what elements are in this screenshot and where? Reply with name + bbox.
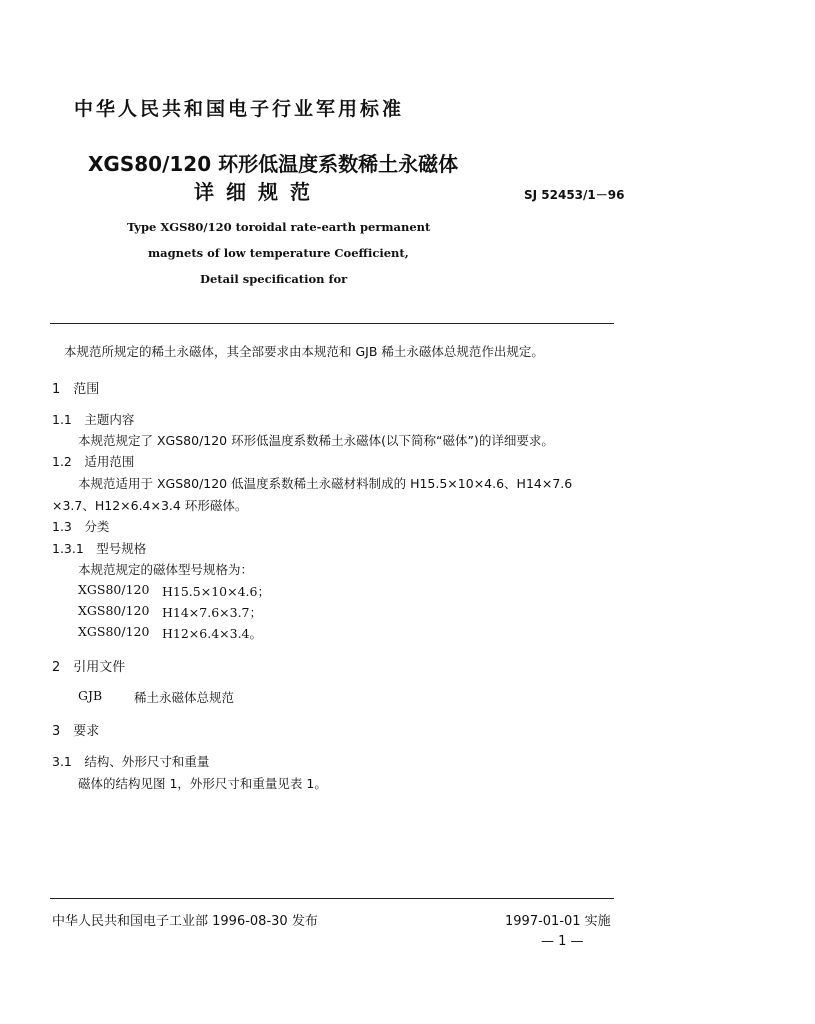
section-3-1-text: 磁体的结构见图 1，外形尺寸和重量见表 1。 — [78, 776, 327, 791]
header-divider — [50, 323, 614, 324]
section-1-1-heading: 1.1 主题内容 — [52, 412, 135, 427]
issue-date: 中华人民共和国电子工业部 1996-08-30 发布 — [52, 914, 318, 929]
section-1-2-text-line2: ×3.7、H12×6.4×3.4 环形磁体。 — [52, 498, 248, 513]
section-1-2-text-line1: 本规范适用于 XGS80/120 低温度系数稀土永磁材料制成的 H15.5×10×4.6、H14×7.6 — [78, 476, 573, 491]
spec-title-line2: 详细规范 — [194, 180, 322, 204]
effective-date: 1997-01-01 实施 — [505, 914, 611, 929]
page-number: — 1 — — [541, 934, 584, 949]
section-3-heading: 3 要求 — [52, 724, 100, 739]
footer-divider — [50, 898, 614, 899]
english-title-line2: magnets of low temperature Coefficient, — [148, 246, 409, 260]
english-title-line1: Type XGS80/120 toroidal rate-earth permanent — [127, 220, 431, 234]
section-1-3-heading: 1.3 分类 — [52, 519, 110, 534]
model-name: XGS80/120 — [78, 582, 150, 597]
section-2-heading: 2 引用文件 — [52, 660, 126, 675]
reference-title: 稀土永磁体总规范 — [134, 690, 235, 705]
standard-code: SJ 52453/1－96 — [524, 188, 625, 202]
section-1-3-1-heading: 1.3.1 型号规格 — [52, 541, 147, 556]
section-1-heading: 1 范围 — [52, 382, 100, 397]
reference-code: GJB — [78, 688, 103, 703]
model-spec: H12×6.4×3.4。 — [162, 626, 263, 641]
model-spec: H14×7.6×3.7； — [162, 605, 263, 620]
section-1-3-1-text: 本规范规定的磁体型号规格为： — [78, 562, 254, 577]
intro-paragraph: 本规范所规定的稀土永磁体，其全部要求由本规范和 GJB 稀土永磁体总规范作出规定。 — [64, 344, 544, 359]
section-1-1-text: 本规范规定了 XGS80/120 环形低温度系数稀土永磁体(以下简称“磁体”)的详细要求。 — [78, 433, 554, 448]
model-spec: H15.5×10×4.6； — [162, 584, 270, 599]
section-3-1-heading: 3.1 结构、外形尺寸和重量 — [52, 754, 210, 769]
section-1-2-heading: 1.2 适用范围 — [52, 454, 135, 469]
model-name: XGS80/120 — [78, 603, 150, 618]
english-title-line3: Detail specification for — [200, 272, 348, 286]
spec-title-line1: XGS80/120 环形低温度系数稀土永磁体 — [88, 152, 459, 176]
model-name: XGS80/120 — [78, 624, 150, 639]
standard-category-title: 中华人民共和国电子行业军用标准 — [74, 98, 405, 120]
